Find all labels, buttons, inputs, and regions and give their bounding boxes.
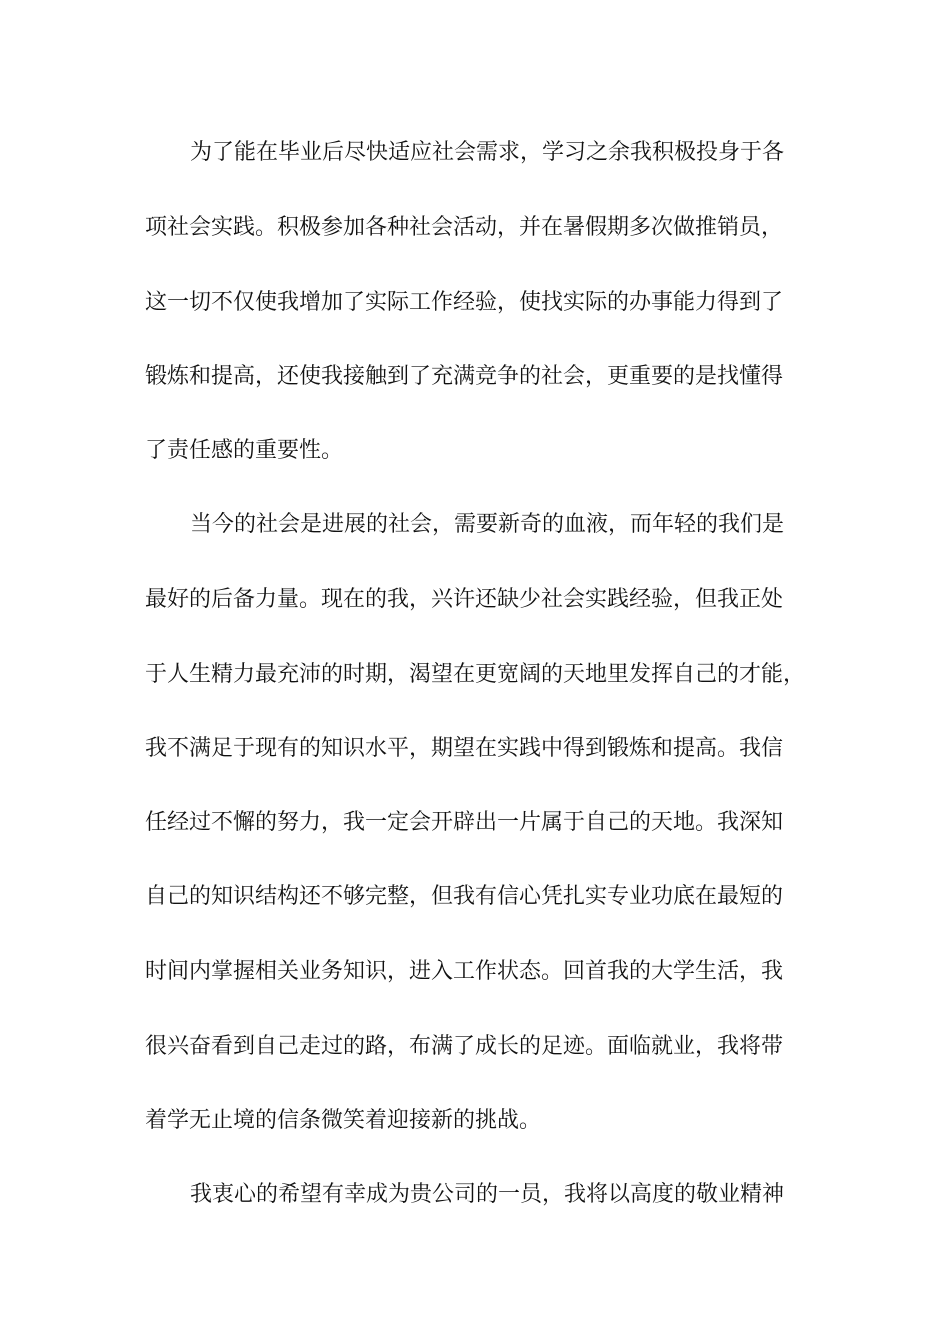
paragraph-2-line-7: 时间内掌握相关业务知识，进入工作状态。回首我的大学生活，我	[145, 959, 784, 984]
paragraph-1-line-2: 项社会实践。积极参加各种社会活动，并在暑假期多次做推销员，	[145, 215, 784, 240]
paragraph-3-line-1: 我衷心的希望有幸成为贵公司的一员，我将以高度的敬业精神	[190, 1182, 785, 1207]
paragraph-1-line-5: 了责任感的重要性。	[145, 438, 344, 463]
paragraph-2-line-4: 我不满足于现有的知识水平，期望在实践中得到锻炼和提高。我信	[145, 736, 784, 761]
paragraph-2-line-9: 着学无止境的信条微笑着迎接新的挑战。	[145, 1108, 542, 1133]
paragraph-2-line-1: 当今的社会是进展的社会，需要新奇的血液，而年轻的我们是	[190, 512, 785, 537]
paragraph-2-line-3: 于人生精力最充沛的时期，渴望在更宽阔的天地里发挥自己的才能，	[145, 662, 806, 687]
paragraph-1-line-4: 锻炼和提高，还使我接触到了充满竞争的社会，更重要的是找懂得	[145, 364, 784, 389]
paragraph-2-line-5: 任经过不懈的努力，我一定会开辟出一片属于自己的天地。我深知	[145, 810, 784, 835]
paragraph-1-line-3: 这一切不仅使我增加了实际工作经验，使找实际的办事能力得到了	[145, 290, 784, 315]
paragraph-1-line-1: 为了能在毕业后尽快适应社会需求，学习之余我积极投身于各	[190, 140, 785, 165]
paragraph-2-line-6: 自己的知识结构还不够完整，但我有信心凭扎实专业功底在最短的	[145, 884, 784, 909]
paragraph-2-line-8: 很兴奋看到自己走过的路，布满了成长的足迹。面临就业，我将带	[145, 1034, 784, 1059]
paragraph-2-line-2: 最好的后备力量。现在的我，兴许还缺少社会实践经验，但我正处	[145, 587, 784, 612]
